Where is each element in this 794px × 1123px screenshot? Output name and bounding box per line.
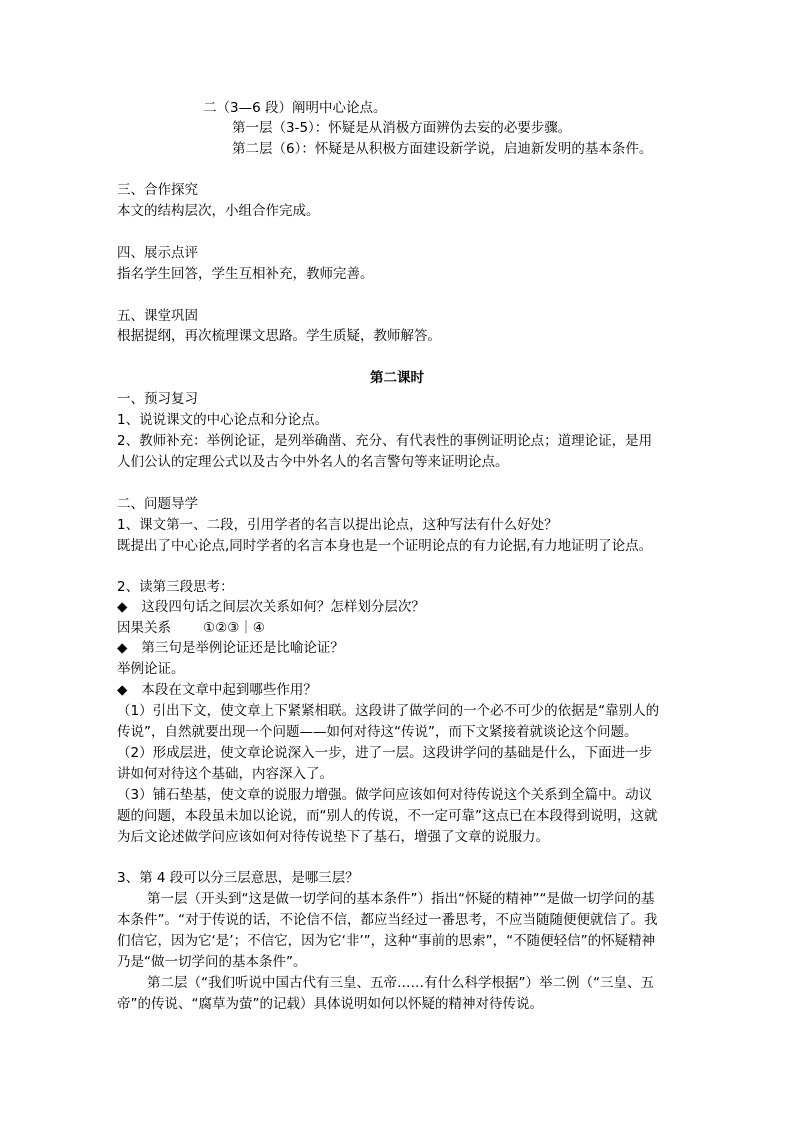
answer: 举例论证。 [117,661,185,677]
answer: 既提出了中心论点,同时学者的名言本身也是一个证明论点的有力论据,有力地证明了论点。 [117,538,653,554]
paragraph: 为后文论述做学问应该如何对待传说垫下了基石，增强了文章的说服力。 [117,829,549,845]
bullet-question [117,680,317,700]
paragraph: （1）引出下文，使文章上下紧紧相联。这段讲了做学问的一个必不可少的依据是“靠别人的 [117,703,660,719]
bullet-question [117,638,344,658]
paragraph: 2、教师补充：举例论证，是列举确凿、充分、有代表性的事例证明论点；道理论证，是用 [117,433,653,449]
paragraph: 乃是“做一切学问的基本条件”。 [117,954,307,970]
answer-value: ①②③｜④ [203,620,265,636]
section-heading: 一、预习复习 [117,391,198,407]
answer-row [117,618,265,638]
paragraph: （2）形成层进，使文章论说深入一步，进了一层。这段讲学问的基础是什么，下面进一步 [117,745,653,761]
bullet-icon: ◆ [117,682,128,698]
bullet-icon: ◆ [117,640,128,656]
paragraph: 本条件”。“对于传说的话，不论信不信，都应当经过一番思考，不应当随随便便就信了。我 [117,912,658,928]
question: 1、课文第一、二段，引用学者的名言以提出论点，这种写法有什么好处？ [117,517,558,533]
answer-label: 因果关系 [117,620,171,636]
bullet-text: 本段在文章中起到哪些作用？ [141,682,317,698]
paragraph: 帝”的传说、“腐草为萤”的记载）具体说明如何以怀疑的精神对待传说。 [117,996,543,1012]
paragraph: 1、说说课文的中心论点和分论点。 [117,412,329,428]
paragraph: 第一层（开头到“这是做一切学问的基本条件”）指出“怀疑的精神”“是做一切学问的基 [147,891,655,907]
paragraph: 传说”，自然就要出现一个问题——如何对待这“传说”，而下文紧接着就谈论这个问题。 [117,724,638,740]
bullet-icon: ◆ [117,599,128,615]
paragraph: 指名学生回答，学生互相补充，教师完善。 [117,266,374,282]
paragraph: 人们公认的定理公式以及古今中外名人的名言警句等来证明论点。 [117,454,509,470]
paragraph: 题的问题，本段虽未加以论说，而“别人的传说，不一定可靠”这点已在本段得到说明，这就 [117,808,658,824]
question: 2、读第三段思考： [117,579,234,595]
bullet-question [117,597,425,617]
section-heading: 二（3—6 段）阐明中心论点。 [203,100,387,116]
question: 3、第 4 段可以分三层意思，是哪三层？ [117,870,359,886]
lesson-title: 第二课时 [370,370,424,386]
section-heading: 五、课堂巩固 [117,308,198,324]
section-heading: 二、问题导学 [117,496,198,512]
paragraph: 们信它，因为它‘是’；不信它，因为它‘非’”，这种“事前的思索”，“不随便轻信”的怀疑精神 [117,933,656,949]
bullet-text: 第三句是举例论证还是比喻论证？ [141,640,344,656]
paragraph: 第二层（“我们听说中国古代有三皇、五帝……有什么科学根据”）举二例（“三皇、五 [147,975,654,991]
paragraph: 本文的结构层次，小组合作完成。 [117,203,320,219]
layer-item: 第二层（6）：怀疑是从积极方面建设新学说，启迪新发明的基本条件。 [232,141,653,157]
layer-item: 第一层（3-5）：怀疑是从消极方面辨伪去妄的必要步骤。 [232,120,572,136]
section-heading: 三、合作探究 [117,182,198,198]
section-heading: 四、展示点评 [117,245,198,261]
bullet-text: 这段四句话之间层次关系如何？怎样划分层次？ [141,599,425,615]
paragraph: （3）铺石垫基，使文章的说服力增强。做学问应该如何对待传说这个关系到全篇中。动议 [117,787,653,803]
paragraph: 根据提纲，再次梳理课文思路。学生质疑，教师解答。 [117,328,441,344]
paragraph: 讲如何对待这个基础，内容深入了。 [117,766,333,782]
